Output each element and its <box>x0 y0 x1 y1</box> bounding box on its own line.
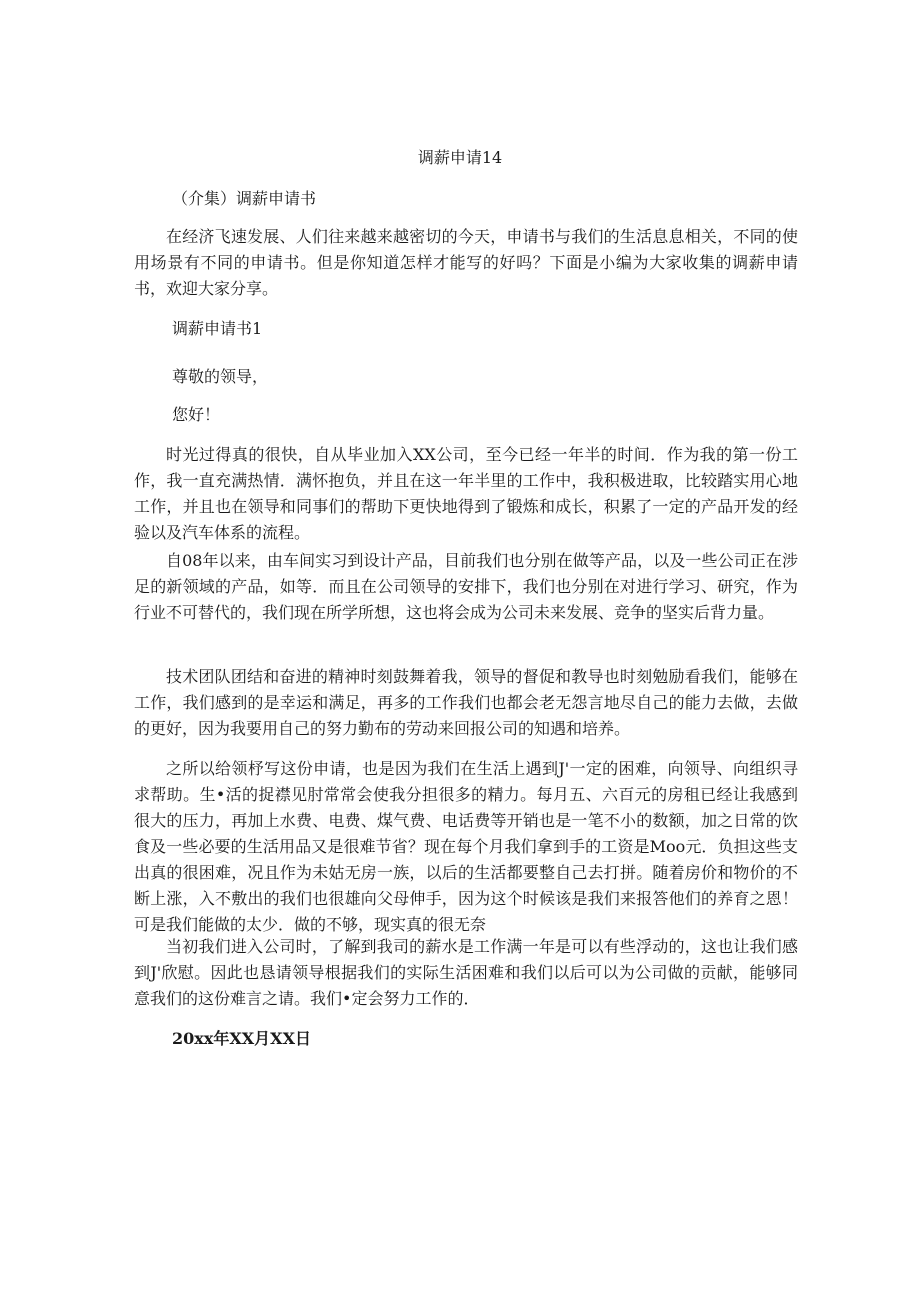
body-paragraph: 当初我们进入公司时，了解到我司的薪水是工作满一年是可以有些浮动的，这也让我们感到J'欣慰。因此也恳请领导根据我们的实际生活困难和我们以后可以为公司做的贡献，能够同意我们的这份难言之请。我们•定会努力工作的． <box>134 937 798 1008</box>
document-subtitle: （介集）调薪申请书 <box>172 189 317 208</box>
body-paragraph: 时光过得真的很快，自从毕业加入XX公司，至今已经一年半的时间．作为我的第一份工作，我一直充满热情．满怀抱负，并且在这一年半里的工作中，我积极进取，比较踏实用心地工作，并且也在领导和同事们的帮助下更快地得到了锻炼和成长，积累了一定的产品开发的经验以及汽车体系的流程。 <box>134 445 798 542</box>
page-title: 调薪申请14 <box>417 148 503 167</box>
body-paragraph: 之所以给领杼写这份申请，也是因为我们在生活上遇到J'一定的困难，向领导、向组织寻求帮助。生•活的捉襟见肘常常会使我分担很多的精力。每月五、六百元的房租已经让我感到很大的压力，再加上水费、电费、煤气费、电话费等开销也是一笔不小的数额，加之日常的饮食及一些必要的生活用品又是很难节省？现在每个月我们拿到手的工资是Moo元．负担这些支出真的很困难，况且作为未姑无房一族，以后的生活都要整自己去打拼。随着房价和物价的不断上涨，入不敷出的我们也很雄向父母伸手，因为这个时候该是我们来报答他们的养育之恩！可是我们能做的太少．做的不够，现实真的很无奈 <box>134 759 798 934</box>
document-date: 20xx年XX月XX日 <box>172 1029 312 1048</box>
body-paragraph: 技术团队团结和奋进的精神时刻鼓舞着我，领导的督促和教导也时刻勉励看我们，能够在工作，我们感到的是幸运和满足，再多的工作我们也都会老无怨言地尽自己的能力去做，去做的更好，因为我要用自己的努力勤布的劳动来回报公司的知遇和培养。 <box>134 667 798 738</box>
salutation: 尊敬的领导， <box>172 367 269 386</box>
greeting: 您好！ <box>172 405 221 424</box>
section-heading: 调薪申请书1 <box>172 319 263 338</box>
body-paragraph: 自08年以来，由车间实习到设计产品，目前我们也分别在做等产品，以及一些公司正在涉足的新领域的产品，如等．而且在公司领导的安排下，我们也分别在对进行学习、研究，作为行业不可替代的，我们现在所学所想，这也将会成为公司未来发展、竞争的坚实后背力量。 <box>134 551 798 622</box>
intro-paragraph: 在经济飞速发展、人们往来越来越密切的今天，申请书与我们的生活息息相关，不同的使用场景有不同的申请书。但是你知道怎样才能写的好吗？下面是小编为大家收集的调薪申请书，欢迎大家分享。 <box>134 227 798 298</box>
